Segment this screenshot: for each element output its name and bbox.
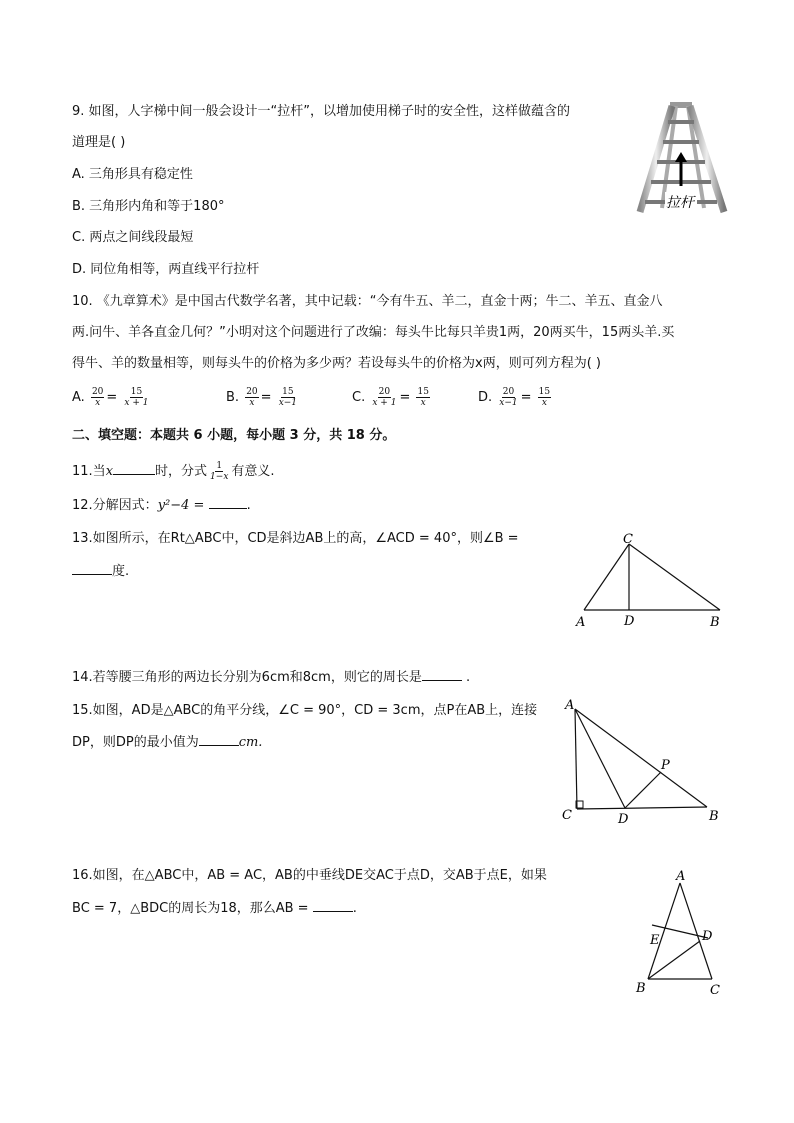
q9-option-d: D. 同位角相等，两直线平行拉杆 bbox=[72, 262, 260, 277]
q15-label-d: D bbox=[618, 812, 629, 827]
q10-option-a: A. $\frac{20}{x}$ = $\frac{15}{x + 1}$ bbox=[72, 387, 149, 408]
q10-stem-line2: 两.问牛、羊各直金几何？”小明对这个问题进行了改编：每头牛比每只羊贵1两，20两买牛，15两头羊.买 bbox=[72, 325, 675, 340]
q15-label-a: A bbox=[565, 698, 575, 713]
q16-label-b: B bbox=[636, 981, 646, 996]
q11-answer-blank[interactable] bbox=[113, 462, 155, 475]
q15-stem-line2: DP，则DP的最小值为 cm. bbox=[72, 735, 263, 750]
q10-option-b: B. $\frac{20}{x}$ = $\frac{15}{x-1}$ bbox=[226, 387, 298, 408]
q16-stem-line2: BC = 7，△BDC的周长为18，那么AB = . bbox=[72, 901, 357, 916]
q16-stem-line1: 16.如图，在△ABC中，AB = AC，AB的中垂线DE交AC于点D，交AB于点E，如果 bbox=[72, 868, 547, 883]
q9-stem-line1: 9. 如图，人字梯中间一般会设计一“拉杆”，以增加使用梯子时的安全性，这样做蕴含的 bbox=[72, 104, 571, 119]
q13-answer-blank[interactable] bbox=[72, 562, 112, 575]
q16-label-d: D bbox=[702, 929, 713, 944]
q12: 12.分解因式：y²−4 = . bbox=[72, 498, 251, 513]
q15-label-b: B bbox=[709, 809, 719, 824]
q13-label-a: A bbox=[576, 615, 586, 630]
q15-stem-line1: 15.如图，AD是△ABC的角平分线，∠C = 90°，CD = 3cm，点P在AB上，连接 bbox=[72, 703, 538, 718]
q15-answer-blank[interactable] bbox=[199, 733, 239, 746]
q13-label-d: D bbox=[624, 614, 635, 629]
q12-answer-blank[interactable] bbox=[209, 496, 247, 509]
q13-label-c: C bbox=[623, 532, 633, 547]
ladder-label: 拉杆 bbox=[666, 195, 694, 211]
q13-label-b: B bbox=[710, 615, 720, 630]
q15-triangle-figure bbox=[555, 695, 730, 830]
q9-option-a: A. 三角形具有稳定性 bbox=[72, 167, 193, 182]
q9-option-b: B. 三角形内角和等于180° bbox=[72, 199, 225, 214]
q14: 14.若等腰三角形的两边长分别为6cm和8cm，则它的周长是 . bbox=[72, 670, 471, 685]
q11: 11.当x 时，分式 $\frac{1}{1-x}$ 有意义. bbox=[72, 461, 275, 482]
q13-stem-line1: 13.如图所示，在Rt△ABC中，CD是斜边AB上的高，∠ACD = 40°，则∠B = bbox=[72, 531, 519, 546]
q13-triangle-figure bbox=[570, 528, 740, 633]
q10-option-d: D. $\frac{20}{x-1}$ = $\frac{15}{x}$ bbox=[478, 387, 551, 408]
q9-stem-line2: 道理是( ) bbox=[72, 135, 126, 150]
q15-label-c: C bbox=[562, 808, 572, 823]
q10-stem-line1: 10. 《九章算术》是中国古代数学名著，其中记载：“今有牛五、羊二，直金十两；牛二、羊五、直金八 bbox=[72, 294, 663, 309]
section-heading: 二、填空题：本题共 6 小题，每小题 3 分，共 18 分。 bbox=[72, 428, 396, 443]
q16-label-a: A bbox=[676, 869, 686, 884]
q16-label-c: C bbox=[710, 983, 720, 998]
q15-label-p: P bbox=[661, 758, 670, 773]
q9-option-c: C. 两点之间线段最短 bbox=[72, 230, 194, 245]
q16-answer-blank[interactable] bbox=[313, 899, 353, 912]
q16-label-e: E bbox=[650, 933, 660, 948]
q14-answer-blank[interactable] bbox=[422, 668, 462, 681]
q16-triangle-figure bbox=[630, 865, 730, 1000]
q10-option-c: C. $\frac{20}{x + 1}$ = $\frac{15}{x}$ bbox=[352, 387, 429, 408]
q13-stem-line2: 度. bbox=[72, 562, 129, 581]
q10-stem-line3: 得牛、羊的数量相等，则每头牛的价格为多少两？若设每头牛的价格为x两，则可列方程为( ) bbox=[72, 356, 601, 371]
ladder-figure bbox=[632, 100, 732, 220]
